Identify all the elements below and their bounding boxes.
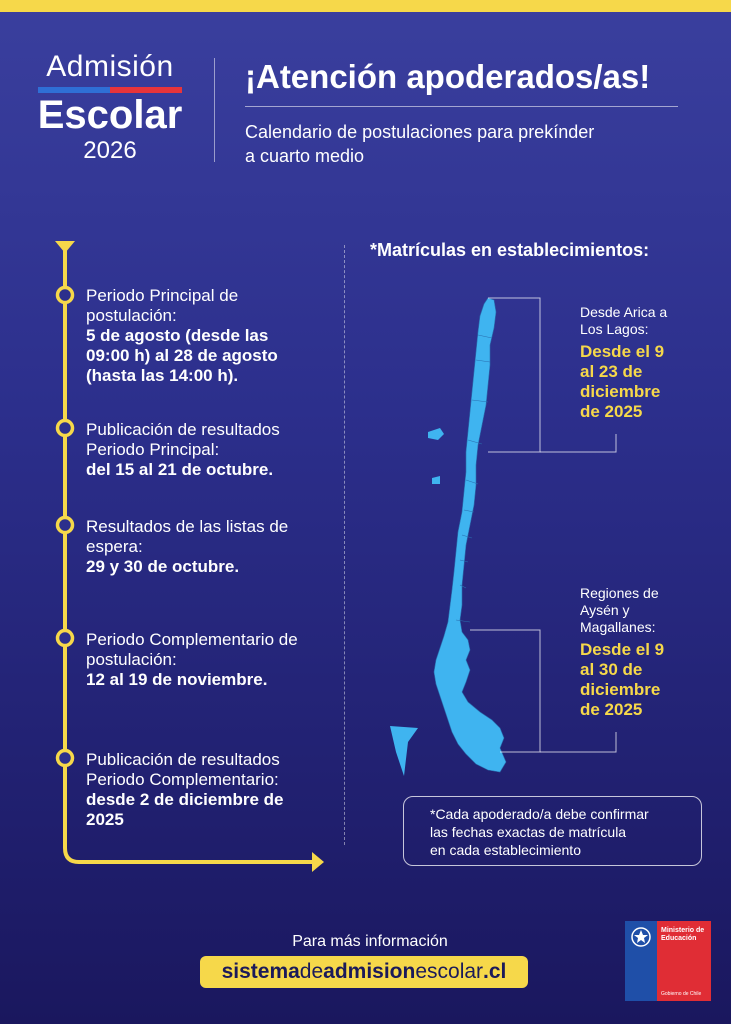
- island-shape: [432, 476, 440, 484]
- step-label: postulación:: [86, 306, 177, 325]
- region-label: Desde Arica a: [580, 304, 668, 320]
- step-date: (hasta las 14:00 h).: [86, 366, 239, 385]
- logo-line1: Admisión: [46, 50, 174, 83]
- region-label: Magallanes:: [580, 619, 656, 635]
- government-label: Gobierno de Chile: [661, 991, 702, 997]
- ministry-logo: [625, 921, 711, 1001]
- chile-map-shape: [434, 298, 506, 772]
- step-date: 2025: [86, 810, 124, 829]
- step-date: 29 y 30 de octubre.: [86, 557, 240, 576]
- note-line: las fechas exactas de matrícula: [430, 824, 627, 840]
- step-label: Publicación de resultados: [86, 750, 280, 769]
- note-line: *Cada apoderado/a debe confirmar: [430, 806, 649, 822]
- page-title: ¡Atención apoderados/as!: [245, 58, 651, 95]
- island-shape: [428, 428, 444, 440]
- region-label: Regiones de: [580, 585, 659, 601]
- subtitle-line2: a cuarto medio: [245, 146, 365, 166]
- step-label: Periodo Principal:: [86, 440, 220, 459]
- subtitle-line1: Calendario de postulaciones para prekínder: [245, 122, 595, 142]
- region-dates: Desde el 9 al 23 de diciembre de 2025: [580, 342, 665, 421]
- more-info-label: Para más información: [292, 933, 448, 950]
- note-line: en cada establecimiento: [430, 842, 581, 858]
- coat-of-arms-icon: [629, 925, 653, 949]
- bracket-north: [488, 298, 540, 452]
- region-label: Los Lagos:: [580, 321, 649, 337]
- antarctica-shape: [390, 726, 418, 776]
- region-label: Aysén y: [580, 602, 630, 618]
- matriculas-title: *Matrículas en establecimientos:: [370, 240, 650, 260]
- step-date: 5 de agosto (desde las: [86, 326, 269, 345]
- logo-line2: Escolar: [37, 93, 183, 137]
- confirmation-note: [403, 796, 702, 866]
- step-label: Periodo Complementario:: [86, 770, 279, 789]
- region-south: [580, 585, 720, 720]
- step-label: Publicación de resultados: [86, 420, 280, 439]
- step-label: postulación:: [86, 650, 177, 669]
- step-date: del 15 al 21 de octubre.: [86, 460, 274, 479]
- website-link[interactable]: sistemadeadmisionescolar.cl: [200, 956, 528, 988]
- ministry-name: Ministerio de Educación: [661, 927, 705, 942]
- step-date: 09:00 h) al 28 de agosto: [86, 346, 278, 365]
- step-date: 12 al 19 de noviembre.: [86, 670, 268, 689]
- step-date: desde 2 de diciembre de: [86, 790, 284, 809]
- logo-year: 2026: [83, 137, 137, 164]
- step-label: Periodo Principal de: [86, 286, 239, 305]
- step-label: Resultados de las listas de: [86, 517, 289, 536]
- region-north: [580, 304, 720, 422]
- step-label: espera:: [86, 537, 143, 556]
- region-dates: Desde el 9 al 30 de diciembre de 2025: [580, 640, 665, 719]
- step-label: Periodo Complementario de: [86, 630, 298, 649]
